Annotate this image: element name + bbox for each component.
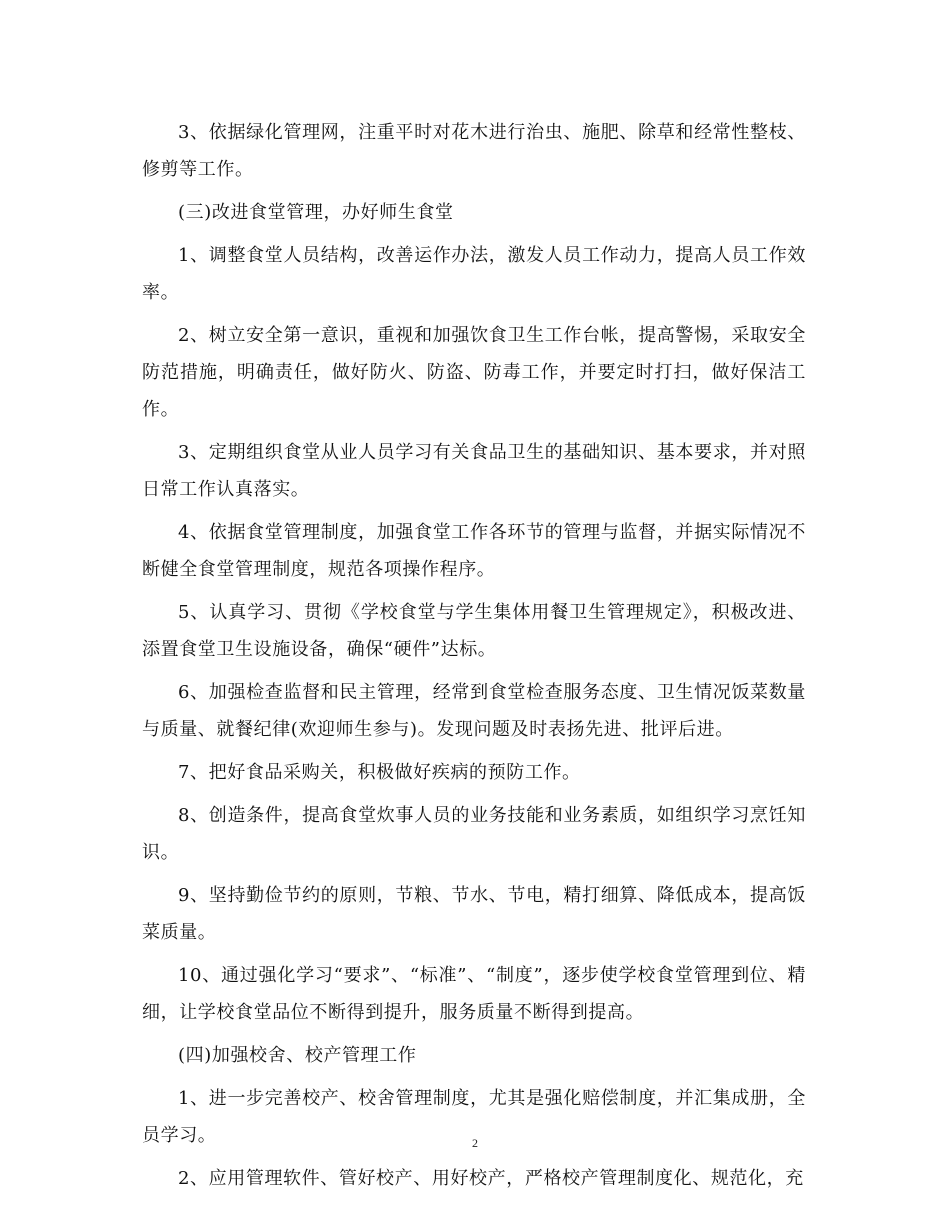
paragraph-canteen-item-8: 8、创造条件，提高食堂炊事人员的业务技能和业务素质，如组织学习烹饪知识。 xyxy=(142,805,806,863)
page-content xyxy=(142,114,806,1203)
paragraph-canteen-item-7: 7、把好食品采购关，积极做好疾病的预防工作。 xyxy=(178,762,581,783)
paragraph-canteen-item-10: 10、通过强化学习“要求”、“标准”、“制度”，逐步使学校食堂管理到位、精细，让学校食堂品位不断得到提升，服务质量不断得到提高。 xyxy=(142,965,806,1023)
paragraph-canteen-item-6: 6、加强检查监督和民主管理，经常到食堂检查服务态度、卫生情况饭菜数量与质量、就餐纪律(欢迎师生参与)。发现问题及时表扬先进、批评后进。 xyxy=(142,682,806,740)
paragraph-canteen-item-9: 9、坚持勤俭节约的原则，节粮、节水、节电，精打细算、降低成本，提高饭菜质量。 xyxy=(142,885,806,943)
paragraph-property-item-1: 1、进一步完善校产、校舍管理制度，尤其是强化赔偿制度，并汇集成册，全员学习。 xyxy=(142,1088,806,1146)
paragraph-canteen-item-3: 3、定期组织食堂从业人员学习有关食品卫生的基础知识、基本要求，并对照日常工作认真落实。 xyxy=(142,442,806,500)
paragraph-canteen-item-4: 4、依据食堂管理制度，加强食堂工作各环节的管理与监督，并据实际情况不断健全食堂管理制度，规范各项操作程序。 xyxy=(142,522,806,580)
paragraph-canteen-item-2: 2、树立安全第一意识，重视和加强饮食卫生工作台帐，提高警惕，采取安全防范措施，明确责任，做好防火、防盗、防毒工作，并要定时打扫，做好保洁工作。 xyxy=(142,325,806,420)
paragraph-canteen-item-1: 1、调整食堂人员结构，改善运作办法，激发人员工作动力，提高人员工作效率。 xyxy=(142,245,806,303)
paragraph-greening-item-3: 3、依据绿化管理网，注重平时对花木进行治虫、施肥、除草和经常性整枝、修剪等工作。 xyxy=(142,122,806,180)
section-heading-school-property: (四)加强校舍、校产管理工作 xyxy=(178,1045,417,1066)
paragraph-canteen-item-5: 5、认真学习、贯彻《学校食堂与学生集体用餐卫生管理规定》，积极改进、添置食堂卫生设施设备，确保“硬件”达标。 xyxy=(142,602,806,660)
section-heading-canteen: (三)改进食堂管理，办好师生食堂 xyxy=(178,202,454,223)
paragraph-property-item-2: 2、应用管理软件、管好校产、用好校产，严格校产管理制度化、规范化，充 xyxy=(178,1168,804,1189)
page-number: 2 xyxy=(472,1136,478,1150)
